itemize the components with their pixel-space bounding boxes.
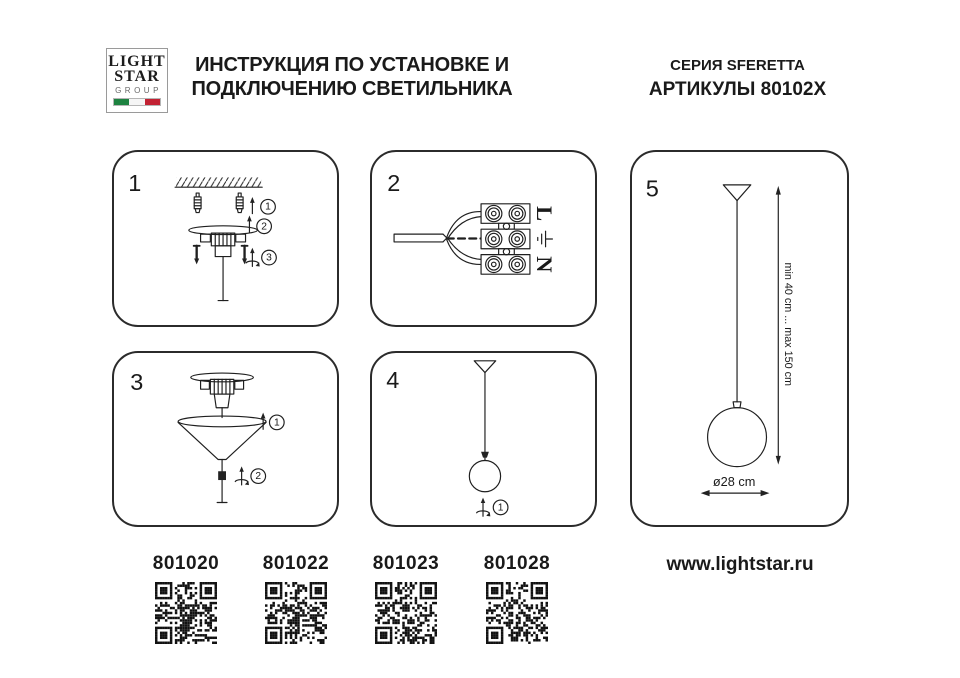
cone-canopy-icon [474, 361, 496, 373]
callout-2 [251, 469, 266, 484]
screw-icon [242, 246, 248, 265]
qr-code [265, 582, 327, 644]
ceiling-hatch-icon [175, 177, 262, 187]
italian-flag-bar [113, 98, 161, 106]
svg-text:1: 1 [273, 417, 280, 429]
diameter-label: ø28 cm [712, 474, 756, 490]
website-url: www.lightstar.ru [666, 554, 814, 575]
callout-1 [269, 415, 284, 430]
article-column [351, 553, 461, 644]
wire-live [447, 212, 482, 240]
lamp-socket-icon [481, 452, 489, 458]
step-2-number: 2 [387, 170, 401, 197]
page-title [178, 53, 526, 101]
label-neutral-N: N [532, 256, 558, 273]
article-number: 801020 [152, 553, 220, 574]
callout-3 [262, 250, 277, 265]
article-column [462, 553, 572, 644]
svg-text:2: 2 [255, 471, 262, 483]
rotation-arrow-icon [235, 466, 249, 485]
insert-arrow-1 [250, 197, 255, 214]
step-2-panel [370, 150, 597, 327]
label-live-L: L [532, 206, 558, 222]
logo-word-group: GROUP [115, 86, 162, 95]
series-block [640, 57, 835, 101]
flag-green-segment [114, 99, 129, 105]
terminal-block-icon [481, 204, 530, 274]
suspension-cord [217, 480, 227, 502]
ground-symbol-icon [538, 231, 553, 247]
cord-grip-icon [218, 471, 226, 480]
rotation-arrow-icon [246, 248, 260, 267]
mains-cable-icon [394, 234, 447, 242]
step-3-panel [112, 351, 339, 527]
height-dimension-arrow [776, 186, 781, 465]
rotation-arrow-icon [477, 498, 491, 517]
step-4-diagram [372, 353, 595, 525]
flag-white-segment [129, 99, 144, 105]
step-5-panel [630, 150, 849, 527]
page-title-line2: ПОДКЛЮЧЕНИЮ СВЕТИЛЬНИКА [191, 78, 513, 100]
lamp-socket-icon [733, 402, 741, 408]
qr-code [486, 582, 548, 644]
step-1-number: 1 [128, 170, 142, 197]
articles-code: АРТИКУЛЫ 80102X [648, 79, 827, 100]
series-name: СЕРИЯ SFERETTA [670, 57, 805, 74]
step-4-panel [370, 351, 597, 527]
article-number: 801022 [262, 553, 330, 574]
callout-1 [261, 199, 276, 214]
step-1-panel [112, 150, 339, 327]
step-2-diagram [372, 152, 595, 325]
logo-word-star: STAR [114, 68, 160, 85]
lightstar-logo [106, 48, 168, 113]
svg-text:2: 2 [261, 221, 267, 233]
step-1-diagram [114, 152, 337, 325]
wire-neutral [447, 237, 482, 264]
article-number: 801028 [483, 553, 551, 574]
svg-text:3: 3 [266, 252, 272, 264]
step-5-diagram [632, 152, 847, 525]
glass-sphere-icon [708, 408, 767, 467]
step-5-number: 5 [645, 175, 659, 202]
qr-code [155, 582, 217, 644]
step-3-number: 3 [130, 369, 144, 396]
ceiling-plate-icon [191, 373, 254, 408]
diameter-dimension-arrow [701, 490, 770, 496]
screw-icon [194, 246, 200, 265]
callout-1 [493, 500, 508, 515]
lift-arrow-2 [247, 216, 252, 233]
article-column [241, 553, 351, 644]
wall-anchor-icon [194, 193, 201, 213]
article-column [131, 553, 241, 644]
glass-sphere-icon [469, 461, 500, 492]
step-4-number: 4 [386, 367, 400, 394]
svg-text:1: 1 [265, 201, 271, 213]
wall-anchor-icon [236, 193, 243, 213]
cone-canopy-icon [178, 416, 266, 459]
height-range-label: min 40 cm ... max 150 cm [782, 262, 795, 386]
page-title-line1: ИНСТРУКЦИЯ ПО УСТАНОВКЕ И [195, 54, 509, 76]
step-3-diagram [114, 353, 337, 525]
article-number: 801023 [372, 553, 440, 574]
qr-code [375, 582, 437, 644]
cone-canopy-icon [723, 185, 750, 201]
svg-text:1: 1 [497, 502, 504, 514]
flag-red-segment [145, 99, 160, 105]
ceiling-plate-icon [189, 226, 257, 257]
callout-2 [257, 219, 272, 234]
logo-word-light: LIGHT [108, 53, 166, 70]
suspension-cord [218, 257, 228, 301]
